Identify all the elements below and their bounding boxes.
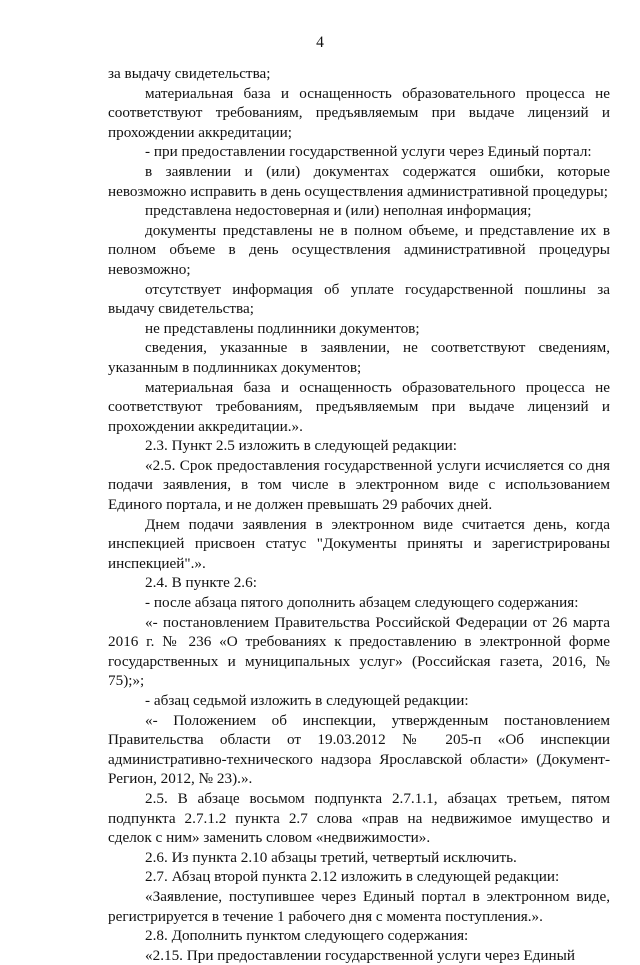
paragraph: отсутствует информация об уплате государственной пошлины за выдачу свидетельства; (108, 280, 610, 318)
paragraph: не представлены подлинники документов; (145, 319, 420, 337)
paragraph: документы представлены не в полном объеме, и представление их в полном объеме в день осуществления административной процедуры невозможно; (108, 221, 610, 278)
paragraph: 2.5. В абзаце восьмом подпункта 2.7.1.1, абзацах третьем, пятом подпункта 2.7.1.2 пункта 2.7 слова «прав на недвижимое имущество и сделок с ним» заменить словом «недвижимости». (108, 789, 610, 847)
paragraph: «Заявление, поступившее через Единый портал в электронном виде, регистрируется в течение 1 рабочего дня с момента поступления.». (108, 887, 610, 925)
paragraph: - при предоставлении государственной услуги через Единый портал: (145, 143, 592, 161)
paragraph: в заявлении и (или) документах содержатся ошибки, которые невозможно исправить в день осуществления административной процедуры; (108, 162, 610, 200)
paragraph: материальная база и оснащенность образовательного процесса не соответствуют требованиям, предъявляемым при выдаче лицензий и прохождении аккредитации.». (108, 378, 610, 435)
paragraph: - после абзаца пятого дополнить абзацем следующего содержания: (145, 594, 579, 612)
paragraph: «- постановлением Правительства Российской Федерации от 26 марта 2016 г. № 236 «О требованиях к предоставлению в электронной форме государственных и муниципальных услуг» (Российская газета, 2016, № 75);»; (108, 613, 610, 690)
page-number: 4 (316, 34, 324, 51)
paragraph: 2.3. Пункт 2.5 изложить в следующей редакции: (145, 437, 458, 455)
paragraph: материальная база и оснащенность образовательного процесса не соответствуют требованиям, предъявляемым при выдаче лицензий и прохождении аккредитации; (108, 84, 610, 141)
paragraph: сведения, указанные в заявлении, не соответствуют сведениям, указанным в подлинниках документов; (108, 339, 610, 376)
document-body (108, 64, 610, 965)
paragraph: «2.15. При предоставлении государственной услуги через Единый (145, 946, 575, 964)
paragraph: 2.4. В пункте 2.6: (145, 574, 257, 592)
paragraph: за выдачу свидетельства; (108, 65, 271, 82)
paragraph: 2.8. Дополнить пунктом следующего содержания: (145, 927, 469, 945)
paragraph: 2.7. Абзац второй пункта 2.12 изложить в следующей редакции: (145, 868, 560, 886)
paragraph: - абзац седьмой изложить в следующей редакции: (145, 692, 469, 709)
paragraph: представлена недостоверная и (или) неполная информация; (145, 202, 532, 220)
paragraph: «2.5. Срок предоставления государственной услуги исчисляется со дня подачи заявления, в том числе в электронном виде с использованием Единого портала, и не должен превышать 29 рабочих дней. (108, 456, 610, 514)
paragraph: 2.6. Из пункта 2.10 абзацы третий, четвертый исключить. (145, 848, 517, 866)
paragraph: «- Положением об инспекции, утвержденным постановлением Правительства области от 19.03.2012 № 205-п «Об инспекции административно-технического надзора Ярославской области» (Документ-Регион, 2012, № 23).». (108, 711, 610, 788)
paragraph: Днем подачи заявления в электронном виде считается день, когда инспекцией присвоен статус "Документы приняты и зарегистрированы инспекцией".». (108, 515, 610, 572)
